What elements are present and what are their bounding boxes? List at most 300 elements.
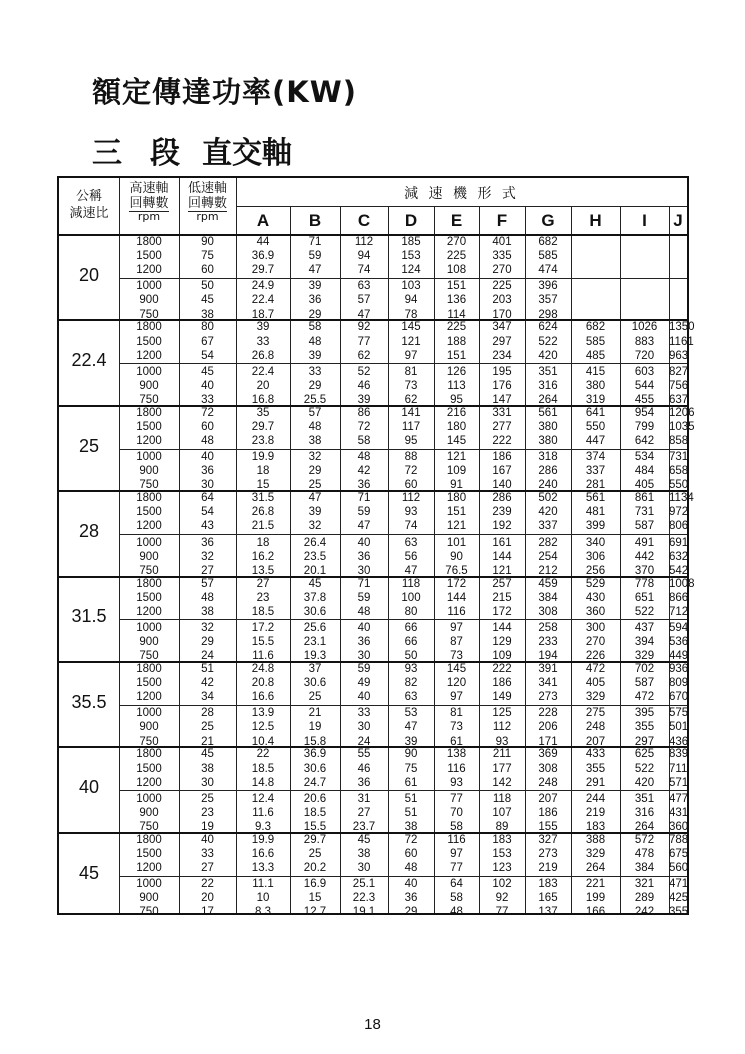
power-value: 27 [256, 577, 270, 590]
power-value: 858 [669, 435, 689, 447]
power-value: 316 [634, 806, 655, 819]
power-value: 51 [404, 792, 418, 805]
high-speed-rpm: 1500 [136, 506, 162, 519]
power-value: 39 [308, 349, 322, 362]
power-value: 116 [447, 833, 466, 846]
power-value: 58 [450, 820, 463, 833]
power-value: 20 [256, 379, 270, 392]
high-speed-rpm: 1800 [136, 236, 162, 248]
power-value: 883 [634, 335, 655, 348]
power-value: 25.1 [352, 878, 376, 891]
power-value: 103 [401, 280, 421, 293]
power-value: 33 [308, 365, 322, 378]
power-value: 571 [669, 776, 689, 789]
power-value: 572 [634, 833, 655, 846]
power-value: 273 [538, 691, 558, 704]
power-value: 72 [357, 420, 371, 433]
power-value: 24.8 [251, 663, 275, 675]
power-value: 477 [669, 792, 689, 805]
power-value: 166 [585, 906, 606, 919]
high-speed-rpm: 1200 [136, 862, 162, 874]
power-value: 29.7 [251, 420, 275, 433]
power-value: 472 [585, 663, 606, 675]
power-value: 46 [357, 762, 371, 775]
power-value: 170 [492, 308, 512, 321]
power-value: 116 [447, 605, 466, 618]
power-value: 264 [538, 393, 558, 406]
power-value: 97 [450, 691, 463, 704]
power-value: 37.8 [303, 591, 327, 604]
power-value: 478 [634, 847, 655, 860]
power-value: 31.5 [251, 492, 275, 505]
power-value: 15 [308, 892, 322, 905]
model-column-c: C [357, 211, 371, 230]
low-speed-rpm: 75 [201, 250, 214, 263]
high-speed-rpm: 1000 [136, 878, 162, 891]
power-value: 471 [669, 878, 689, 891]
power-value: 36 [357, 479, 371, 492]
subtitle-stage-label: 段 [150, 136, 180, 171]
power-value: 331 [492, 406, 512, 419]
power-value: 215 [492, 591, 512, 604]
power-value: 30 [357, 862, 371, 874]
power-value: 95 [404, 435, 418, 447]
power-value: 270 [446, 236, 467, 248]
power-value: 147 [492, 393, 512, 406]
power-value: 316 [538, 379, 558, 392]
power-value: 1035 [669, 420, 695, 433]
high-speed-rpm: 1800 [136, 833, 162, 846]
power-value: 32 [308, 520, 322, 533]
power-value: 442 [634, 550, 655, 563]
power-value: 12.5 [251, 721, 275, 734]
power-value: 575 [669, 707, 689, 720]
power-value: 401 [492, 236, 512, 248]
power-value: 18.5 [303, 806, 327, 819]
power-value: 226 [585, 650, 606, 663]
power-value: 420 [634, 776, 655, 789]
power-value: 455 [634, 393, 655, 406]
reduction-ratio: 28 [78, 520, 100, 541]
power-value: 90 [404, 748, 418, 761]
power-value: 256 [585, 564, 606, 577]
model-group-header: 減 速 機 形 式 [404, 186, 519, 202]
low-speed-rpm: 27 [201, 862, 214, 874]
power-value: 720 [634, 349, 655, 362]
power-value: 391 [538, 663, 558, 675]
power-value: 337 [585, 465, 606, 478]
power-value: 97 [450, 621, 463, 634]
high-speed-rpm: 1000 [136, 621, 162, 634]
power-value: 222 [492, 663, 512, 675]
high-speed-rpm: 1800 [136, 663, 162, 675]
power-value: 501 [669, 721, 689, 734]
power-value: 29.7 [251, 264, 275, 277]
power-value: 20.8 [251, 677, 275, 690]
power-value: 93 [404, 506, 418, 519]
power-value: 502 [538, 492, 558, 505]
power-value: 242 [634, 906, 655, 919]
power-value: 544 [634, 379, 655, 392]
power-value: 481 [585, 506, 606, 519]
power-value: 177 [492, 762, 512, 775]
power-value: 48 [357, 451, 371, 464]
power-value: 180 [446, 492, 467, 505]
power-value: 248 [538, 776, 558, 789]
power-value: 59 [357, 591, 371, 604]
power-value: 24 [357, 735, 371, 748]
low-speed-rpm: 19 [201, 820, 214, 833]
power-value: 22.3 [352, 892, 376, 905]
power-value: 112 [401, 492, 421, 505]
power-value: 286 [538, 465, 558, 478]
low-speed-rpm: 33 [201, 847, 214, 860]
power-value: 13.9 [251, 707, 275, 720]
power-value: 21 [308, 707, 322, 720]
power-value: 63 [404, 691, 418, 704]
power-value: 48 [404, 862, 418, 874]
subtitle-stage-count: 三 [92, 136, 122, 171]
power-value: 97 [450, 847, 463, 860]
power-value: 25.6 [303, 621, 327, 634]
low-speed-rpm: 27 [201, 564, 214, 577]
power-value: 48 [357, 605, 371, 618]
low-speed-rpm: 30 [201, 776, 214, 789]
power-value: 240 [538, 479, 558, 492]
high-speed-rpm: 1500 [136, 762, 162, 775]
power-value: 142 [492, 776, 512, 789]
power-value: 91 [450, 479, 463, 492]
power-value: 66 [404, 636, 418, 648]
power-value: 430 [585, 591, 606, 604]
high-speed-rpm: 1500 [136, 591, 162, 604]
power-value: 77 [450, 792, 463, 805]
power-value: 47 [357, 308, 371, 321]
low-speed-rpm: 57 [201, 577, 214, 590]
power-value: 778 [634, 577, 655, 590]
low-speed-rpm: 45 [201, 365, 214, 378]
power-value: 8.3 [255, 906, 271, 919]
power-value: 108 [446, 264, 467, 277]
power-value: 550 [669, 479, 689, 492]
power-value: 15.5 [303, 820, 327, 833]
power-value: 15.5 [251, 636, 275, 648]
low-speed-rpm: 36 [201, 465, 214, 478]
power-value: 95 [450, 393, 463, 406]
power-value: 23.8 [251, 435, 275, 447]
high-speed-rpm: 750 [139, 820, 159, 833]
power-value: 183 [585, 820, 606, 833]
power-value: 93 [495, 735, 509, 748]
power-value: 36 [404, 892, 418, 905]
power-value: 587 [634, 677, 655, 690]
power-value: 58 [308, 321, 322, 334]
power-value: 839 [669, 748, 689, 761]
reduction-ratio: 35.5 [71, 691, 107, 712]
reduction-ratio: 20 [78, 264, 100, 285]
low-speed-rpm: 43 [201, 520, 214, 533]
power-value: 936 [669, 663, 689, 675]
high-speed-rpm: 750 [139, 393, 159, 406]
power-value: 172 [492, 605, 512, 618]
power-value: 73 [404, 379, 418, 392]
power-value: 10 [256, 892, 270, 905]
power-value: 491 [634, 536, 655, 549]
ratio-column-header: 公稱 減速比 [69, 189, 109, 221]
high-speed-rpm: 1800 [136, 748, 162, 761]
power-value: 13.5 [251, 564, 275, 577]
power-value: 642 [634, 435, 655, 447]
power-value: 257 [492, 577, 512, 590]
model-column-h: H [589, 211, 602, 230]
power-value: 87 [450, 636, 463, 648]
power-value: 58 [357, 435, 371, 447]
power-value: 171 [538, 735, 558, 748]
power-value: 360 [585, 605, 606, 618]
high-speed-rpm: 1200 [136, 264, 162, 277]
high-speed-rpm: 1500 [136, 847, 162, 860]
power-value: 25 [308, 479, 322, 492]
power-value: 90 [450, 550, 463, 563]
power-value: 92 [495, 892, 509, 905]
power-value: 66 [404, 621, 418, 634]
power-value: 26.8 [251, 349, 275, 362]
power-value: 37 [308, 663, 322, 675]
power-value: 32 [308, 451, 322, 464]
power-value: 355 [585, 762, 606, 775]
power-value: 22.4 [251, 294, 275, 307]
power-value: 186 [492, 677, 512, 690]
power-value: 153 [492, 847, 512, 860]
low-speed-rpm: 54 [201, 349, 214, 362]
power-value: 16.2 [251, 550, 275, 563]
power-value: 33 [256, 335, 270, 348]
low-speed-rpm: 34 [201, 691, 214, 704]
power-value: 23.7 [352, 820, 376, 833]
power-value: 405 [634, 479, 655, 492]
power-value: 319 [585, 393, 606, 406]
reduction-ratio: 25 [78, 435, 100, 456]
high-speed-rpm: 750 [139, 735, 159, 748]
power-value: 109 [446, 465, 467, 478]
power-value: 47 [308, 492, 322, 505]
power-value: 291 [585, 776, 606, 789]
power-value: 399 [585, 520, 606, 533]
power-value: 29.7 [303, 833, 327, 846]
power-value: 264 [585, 862, 606, 874]
power-value: 60 [404, 479, 418, 492]
power-value: 140 [492, 479, 512, 492]
power-value: 207 [538, 792, 558, 805]
power-value: 73 [450, 721, 463, 734]
power-value: 20.1 [303, 564, 327, 577]
power-value: 222 [492, 435, 512, 447]
low-speed-rpm: 25 [201, 721, 214, 734]
header-divider [236, 206, 687, 207]
power-value: 19.3 [303, 650, 327, 663]
low-speed-rpm: 33 [201, 393, 214, 406]
high-speed-rpm: 750 [139, 479, 159, 492]
power-value: 308 [538, 605, 558, 618]
power-value: 25.5 [303, 393, 327, 406]
power-value: 270 [492, 264, 512, 277]
high-speed-rpm: 1200 [136, 776, 162, 789]
power-value: 1026 [631, 321, 658, 334]
power-value: 351 [538, 365, 558, 378]
high-speed-rpm: 1500 [136, 250, 162, 263]
power-value: 19 [308, 721, 322, 734]
power-value: 384 [538, 591, 558, 604]
power-value: 341 [538, 677, 558, 690]
page-title: 額定傳達功率(KW) [92, 75, 357, 109]
power-value: 44 [256, 236, 270, 248]
power-value: 186 [538, 806, 558, 819]
power-value: 298 [538, 308, 558, 321]
power-value: 18.7 [251, 308, 275, 321]
model-column-d: D [404, 211, 418, 230]
power-value: 258 [538, 621, 558, 634]
power-value: 89 [495, 820, 509, 833]
power-value: 36 [357, 636, 371, 648]
power-value: 711 [669, 762, 688, 775]
power-value: 56 [404, 550, 418, 563]
power-value: 682 [538, 236, 558, 248]
power-value: 45 [357, 833, 371, 846]
power-value: 36.9 [251, 250, 275, 263]
power-value: 264 [634, 820, 655, 833]
power-value: 11.6 [252, 806, 274, 819]
power-value: 118 [492, 792, 512, 805]
power-value: 18 [256, 465, 270, 478]
power-value: 21.5 [251, 520, 275, 533]
power-value: 433 [585, 748, 606, 761]
power-value: 24.7 [303, 776, 327, 789]
high-speed-rpm: 1800 [136, 406, 162, 419]
power-value: 183 [538, 878, 558, 891]
power-value: 129 [492, 636, 512, 648]
power-value: 12.4 [251, 792, 275, 805]
power-value: 77 [495, 906, 509, 919]
power-value: 40 [357, 536, 371, 549]
power-value: 26.8 [251, 506, 275, 519]
power-value: 20.6 [303, 792, 327, 805]
power-value: 972 [669, 506, 689, 519]
low-speed-rpm: 50 [201, 280, 214, 293]
power-value: 1206 [669, 406, 695, 419]
power-value: 59 [357, 663, 371, 675]
power-value: 52 [357, 365, 371, 378]
power-value: 195 [492, 365, 512, 378]
power-value: 48 [308, 420, 322, 433]
power-value: 211 [492, 748, 512, 761]
power-value: 118 [401, 577, 421, 590]
power-value: 17.2 [251, 621, 275, 634]
power-value: 522 [634, 762, 655, 775]
low-speed-rpm: 60 [201, 420, 214, 433]
low-speed-rpm: 60 [201, 264, 214, 277]
power-value: 176 [492, 379, 512, 392]
power-value: 12.7 [303, 906, 327, 919]
high-speed-rpm: 750 [139, 564, 159, 577]
low-speed-rpm: 20 [201, 892, 214, 905]
power-value: 123 [492, 862, 512, 874]
power-value: 963 [669, 349, 689, 362]
power-value: 396 [538, 280, 558, 293]
model-column-e: E [450, 211, 463, 230]
power-value: 219 [538, 862, 558, 874]
power-value: 94 [357, 250, 371, 263]
power-value: 47 [404, 564, 418, 577]
power-value: 355 [669, 906, 689, 919]
power-value: 277 [492, 420, 512, 433]
low-speed-rpm: 32 [201, 621, 214, 634]
high-speed-rpm: 900 [139, 465, 159, 478]
high-speed-column-header: 高速軸 回轉數 rpm [129, 181, 169, 223]
low-speed-rpm: 17 [201, 906, 214, 919]
low-speed-rpm: 38 [201, 308, 214, 321]
power-value: 437 [634, 621, 655, 634]
power-value: 30.6 [303, 677, 327, 690]
power-value: 53 [404, 707, 418, 720]
high-speed-rpm: 1200 [136, 349, 162, 362]
high-speed-rpm: 1200 [136, 520, 162, 533]
high-speed-rpm: 750 [139, 308, 159, 321]
power-value: 124 [401, 264, 421, 277]
power-value: 327 [538, 833, 558, 846]
power-value: 587 [634, 520, 655, 533]
low-speed-rpm: 72 [201, 406, 214, 419]
high-speed-rpm: 1000 [136, 280, 162, 293]
power-value: 297 [634, 735, 655, 748]
power-value: 340 [585, 536, 606, 549]
reduction-ratio: 31.5 [71, 606, 107, 627]
power-value: 194 [538, 650, 558, 663]
power-value: 107 [492, 806, 512, 819]
power-value: 866 [669, 591, 689, 604]
power-value: 306 [585, 550, 606, 563]
power-value: 71 [357, 577, 371, 590]
low-speed-rpm: 38 [201, 605, 214, 618]
power-value: 542 [669, 564, 689, 577]
power-value: 186 [492, 451, 512, 464]
power-value: 109 [492, 650, 512, 663]
power-value: 30.6 [303, 762, 327, 775]
power-value: 329 [585, 847, 606, 860]
power-value: 234 [492, 349, 512, 362]
power-value: 167 [492, 465, 512, 478]
power-value: 183 [492, 833, 512, 846]
high-speed-rpm: 1200 [136, 605, 162, 618]
power-value: 29 [308, 465, 322, 478]
power-value: 207 [585, 735, 606, 748]
high-speed-rpm: 1800 [136, 492, 162, 505]
power-value: 806 [669, 520, 689, 533]
power-value: 275 [585, 707, 606, 720]
power-value: 281 [585, 479, 606, 492]
power-value: 47 [308, 264, 322, 277]
power-value: 26.4 [303, 536, 327, 549]
power-value: 47 [357, 520, 371, 533]
power-value: 632 [669, 550, 689, 563]
power-value: 138 [446, 748, 467, 761]
power-value: 1008 [669, 577, 695, 590]
low-speed-rpm: 25 [201, 792, 214, 805]
high-speed-rpm: 900 [139, 806, 159, 819]
power-value: 351 [634, 792, 655, 805]
power-value: 145 [446, 435, 467, 447]
power-value: 536 [669, 636, 689, 648]
power-value: 36 [357, 550, 371, 563]
